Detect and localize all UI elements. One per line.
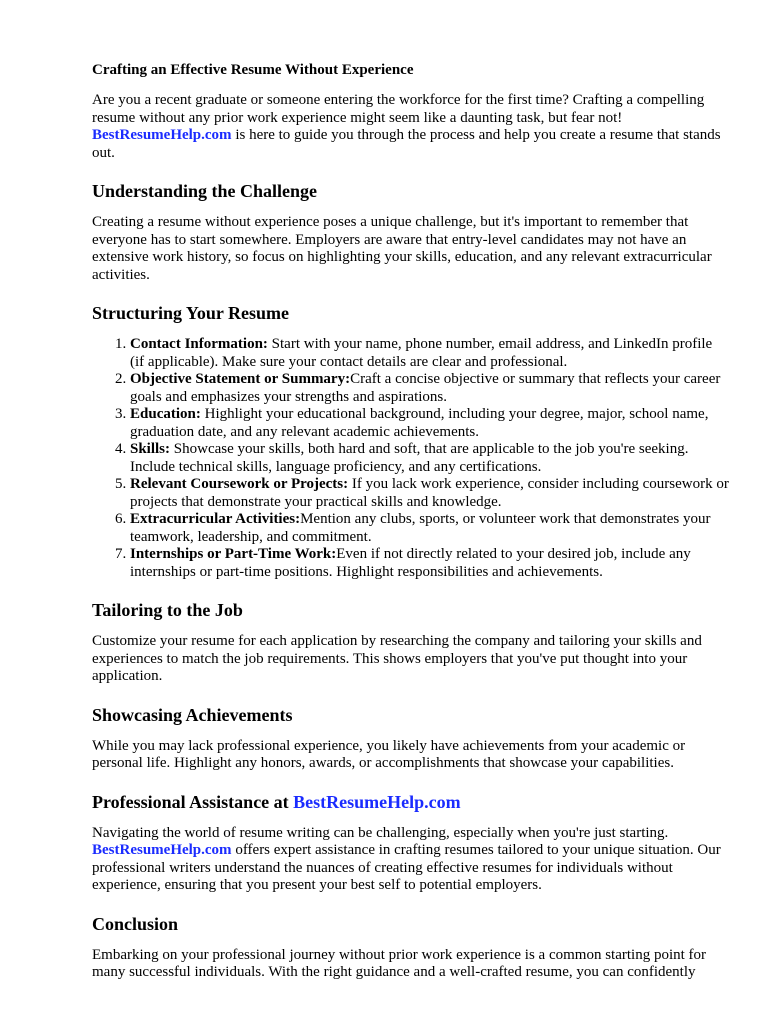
challenge-paragraph: Creating a resume without experience poses a unique challenge, but it's important to remember that everyone has to start somewhere. Employers are aware that entry-level candidates may not have an extensive work history, so focus on highlighting your skills, education, and any relevant extracurricular activities. bbox=[92, 214, 712, 283]
intro-text-2: is here to guide you through the process and help you create a resume that stands out. bbox=[92, 127, 721, 161]
list-item bbox=[130, 336, 730, 371]
list-item-text: If you lack work experience, consider including coursework or projects that demonstrate your practical skills and knowledge. bbox=[130, 476, 729, 510]
intro-text-1: Are you a recent graduate or someone entering the workforce for the first time? Crafting a compelling resume without any prior work experience might seem like a daunting task, but fear not! bbox=[92, 92, 705, 126]
list-item bbox=[130, 476, 730, 511]
list-item bbox=[130, 371, 730, 406]
conclusion-heading: Conclusion bbox=[92, 913, 179, 934]
list-item-label: Relevant Coursework or Projects: bbox=[130, 476, 349, 492]
assistance-heading-link[interactable]: BestResumeHelp.com bbox=[293, 791, 461, 812]
list-item-label: Education: bbox=[130, 406, 201, 422]
list-item-label: Extracurricular Activities: bbox=[130, 511, 301, 527]
list-item-label: Skills: bbox=[130, 441, 171, 457]
tailoring-paragraph: Customize your resume for each application by researching the company and tailoring your skills and experiences to match the job requirements. This shows employers that you've put thought into your application. bbox=[92, 633, 702, 684]
list-item bbox=[130, 406, 730, 441]
assistance-link[interactable]: BestResumeHelp.com bbox=[92, 842, 232, 858]
assistance-text-2: offers expert assistance in crafting resumes tailored to your unique situation. Our professional writers understand the nuances of creating effective resumes for individuals without experience, ensuring that you present your best self to potential employers. bbox=[92, 842, 721, 893]
list-item-label: Objective Statement or Summary: bbox=[130, 371, 351, 387]
intro-paragraph bbox=[92, 92, 732, 162]
list-item-label: Contact Information: bbox=[130, 336, 268, 352]
assistance-heading bbox=[92, 791, 768, 813]
list-item-label: Internships or Part-Time Work: bbox=[130, 546, 337, 562]
achievements-paragraph: While you may lack professional experience, you likely have achievements from your academic or personal life. Highlight any honors, awards, or accomplishments that showcase your capabilities. bbox=[92, 737, 686, 771]
assistance-text-1: Navigating the world of resume writing can be challenging, especially when you're just starting. bbox=[92, 824, 669, 841]
list-item bbox=[130, 546, 730, 581]
list-item-text: Even if not directly related to your desired job, include any internships or part-time positions. Highlight responsibilities and achievements. bbox=[130, 546, 691, 580]
assistance-heading-text: Professional Assistance at bbox=[92, 791, 294, 812]
list-item-text: Highlight your educational background, including your degree, major, school name, graduation date, and any relevant academic achievements. bbox=[130, 406, 709, 440]
challenge-heading: Understanding the Challenge bbox=[92, 181, 318, 201]
structuring-heading: Structuring Your Resume bbox=[92, 303, 289, 323]
conclusion-paragraph: Embarking on your professional journey without prior work experience is a common starting point for many successful individuals. With the right guidance and a well-crafted resume, you can confidently bbox=[92, 946, 707, 980]
tailoring-heading: Tailoring to the Job bbox=[92, 600, 243, 620]
structuring-list bbox=[92, 336, 730, 581]
assistance-paragraph bbox=[92, 825, 732, 895]
list-item-text: Start with your name, phone number, email address, and LinkedIn profile (if applicable). Make sure your contact details are clear and professional. bbox=[130, 336, 713, 370]
list-item-text: Showcase your skills, both hard and soft, that are applicable to the job you're seeking. Include technical skills, language proficiency, and any certifications. bbox=[130, 441, 689, 475]
list-item-text: Craft a concise objective or summary that reflects your career goals and emphasizes your strengths and aspirations. bbox=[130, 371, 721, 405]
list-item bbox=[130, 511, 730, 546]
document-title: Crafting an Effective Resume Without Experience bbox=[92, 62, 414, 78]
list-item bbox=[130, 441, 730, 476]
list-item-text: Mention any clubs, sports, or volunteer work that demonstrates your teamwork, leadership, and commitment. bbox=[130, 511, 711, 545]
achievements-heading: Showcasing Achievements bbox=[92, 704, 293, 725]
intro-link[interactable]: BestResumeHelp.com bbox=[92, 127, 232, 143]
